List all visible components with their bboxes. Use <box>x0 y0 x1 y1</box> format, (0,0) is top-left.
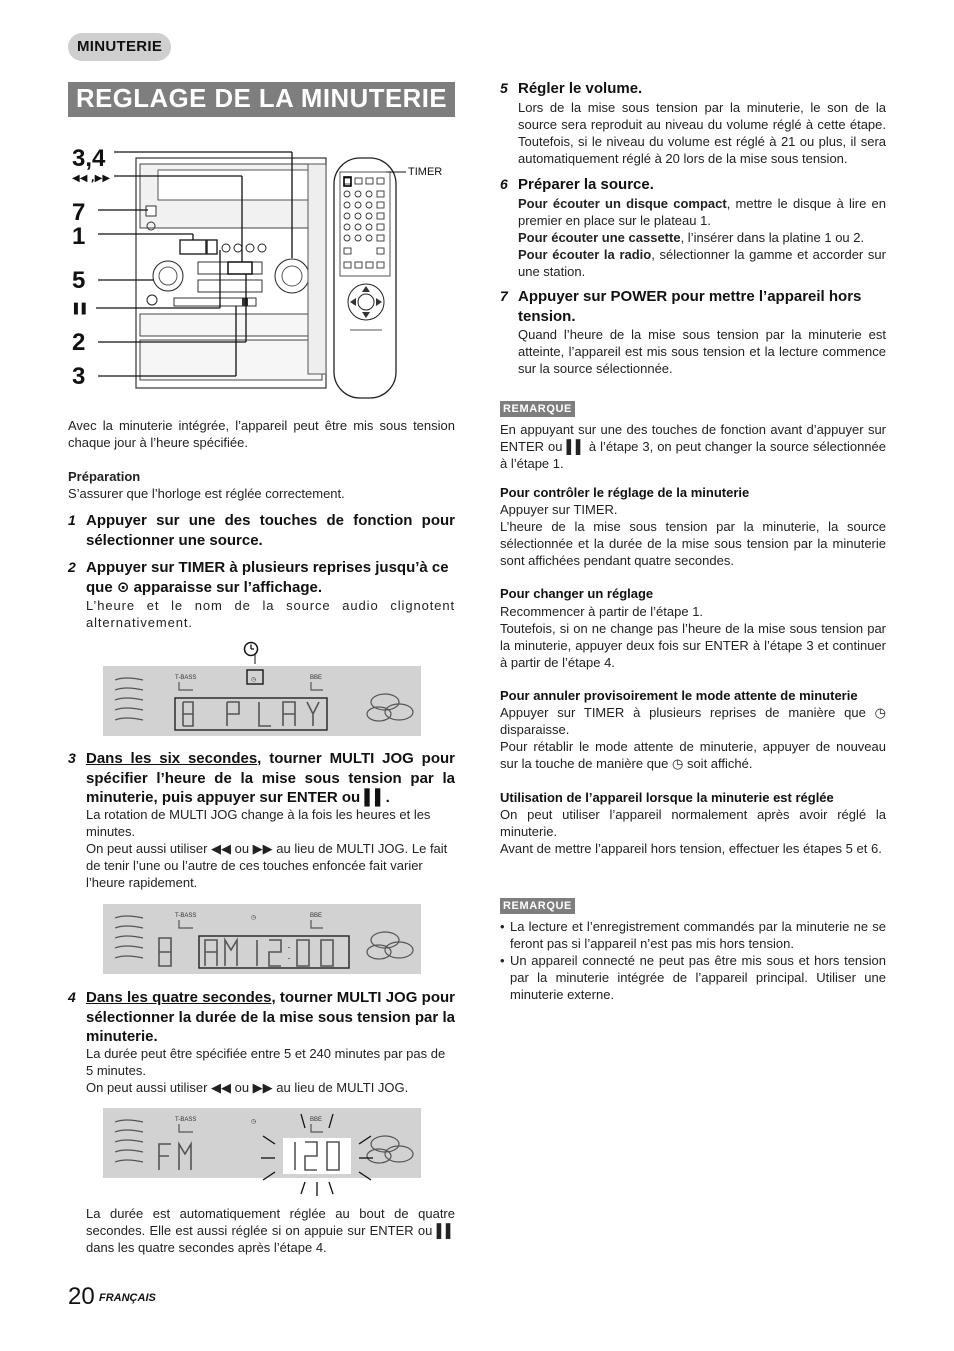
clock-icon <box>242 640 260 669</box>
step-2 <box>68 558 455 597</box>
section-label: MINUTERIE <box>68 33 171 61</box>
step-heading-underlined: Dans les six secondes <box>86 750 258 767</box>
step-6-item-cassette: Pour écouter une cassette, l’insérer dans la platine 1 ou 2. <box>518 230 865 245</box>
svg-text:BBE: BBE <box>310 1117 323 1123</box>
step-4 <box>68 988 455 1047</box>
step-heading: , tourner MULTI JOG pour spécifier l’heure de la mise sous tension par la minuterie, puis appuyer sur ENTER ou ▌▌. <box>86 750 455 806</box>
step-7 <box>500 287 887 326</box>
step-number: 5 <box>500 80 508 96</box>
section-body-change: Recommencer à partir de l’étape 1. Toutefois, si on ne change pas l’heure de la mise sous tension par la minuterie, appuyer deux fois sur ENTER à l’étape 3 et continuer à partir de l’étape 4. <box>500 604 886 670</box>
step-3 <box>68 749 455 808</box>
svg-text:◷: ◷ <box>251 915 257 921</box>
section-heading-cancel: Pour annuler provisoirement le mode attente de minuterie <box>500 688 858 703</box>
preparation-heading: Préparation <box>68 469 141 484</box>
step-4-body-2: On peut aussi utiliser ◀◀ ou ▶▶ au lieu de MULTI JOG. <box>86 1080 409 1095</box>
callout-3-4: 3,4 <box>72 145 106 172</box>
remarque-badge: REMARQUE <box>500 401 575 417</box>
step-3-body-1: La rotation de MULTI JOG change à la fois les heures et les minutes. <box>86 807 431 839</box>
section-heading-usage: Utilisation de l’appareil lorsque la minuterie est réglée <box>500 790 834 805</box>
pause-label: ▌▌ <box>74 304 90 315</box>
step-6-item-cd: Pour écouter un disque compact, mettre le disque à lire en premier en place sur le plateau 1. <box>518 196 886 228</box>
step-6 <box>500 175 887 195</box>
step-number: 6 <box>500 176 508 192</box>
step-5-body: Lors de la mise sous tension par la minuterie, le son de la source sera reproduit au niveau du volume réglé à cette étape. Toutefois, si le niveau du volume est réglé à 21 ou plus, il sera automatiquement réglé à 20 lors de la mise sous tension. <box>518 100 886 166</box>
page-language: FRANÇAIS <box>99 1292 156 1304</box>
callout-7: 7 <box>72 199 86 226</box>
svg-text:BBE: BBE <box>310 913 323 919</box>
remarque-2-list <box>500 918 886 1003</box>
section-heading-check: Pour contrôler le réglage de la minuterie <box>500 485 750 500</box>
skip-buttons-label: ◀◀ ,▶▶ <box>72 173 111 184</box>
step-heading: Appuyer sur TIMER à plusieurs reprises jusqu’à ce que ⊙ apparaisse sur l’affichage. <box>86 559 449 596</box>
step-5 <box>500 79 887 99</box>
section-body-usage: On peut utiliser l’appareil normalement après avoir réglé la minuterie. Avant de mettre l’appareil hors tension, effectuer les étapes 5 et 6. <box>500 807 886 856</box>
display-time <box>103 904 421 974</box>
step-heading: Appuyer sur POWER pour mettre l’appareil hors tension. <box>518 288 862 325</box>
step-number: 1 <box>68 512 76 528</box>
device-diagram <box>68 140 455 402</box>
svg-text:BBE: BBE <box>310 675 323 681</box>
step-number: 4 <box>68 989 76 1005</box>
callout-3: 3 <box>72 363 86 390</box>
step-3-body-2: On peut aussi utiliser ◀◀ ou ▶▶ au lieu de MULTI JOG. Le fait de tenir l’une ou l’autre de ces touches enfoncée fait varier l’heure rapidement. <box>86 841 448 890</box>
timer-label: TIMER <box>408 166 443 178</box>
after-step-4-text: La durée est automatiquement réglée au bout de quatre secondes. Elle est aussi réglée si on appuie sur ENTER ou ▌▌ dans les quatre secondes après l’étape 4. <box>86 1206 455 1255</box>
intro-text: Avec la minuterie intégrée, l’appareil peut être mis sous tension chaque jour à l’heure spécifiée. <box>68 418 455 450</box>
step-2-body: L’heure et le nom de la source audio clignotent alternativement. <box>86 598 455 630</box>
page-number: 20 <box>68 1283 95 1310</box>
section-heading-change: Pour changer un réglage <box>500 586 654 601</box>
svg-text:T-BASS: T-BASS <box>175 913 197 919</box>
display-play <box>103 666 421 736</box>
step-4-body-1: La durée peut être spécifiée entre 5 et 240 minutes par pas de 5 minutes. <box>86 1046 446 1078</box>
section-body-cancel: Appuyer sur TIMER à plusieurs reprises de manière que ◷ disparaisse. Pour rétablir le mode attente de minuterie, appuyer de nouveau sur la touche de manière que ◷ soit affiché. <box>500 705 886 771</box>
svg-text:◷: ◷ <box>251 677 257 683</box>
callout-1: 1 <box>72 223 86 250</box>
step-number: 3 <box>68 750 76 766</box>
svg-text:T-BASS: T-BASS <box>175 675 197 681</box>
step-7-body: Quand l’heure de la mise sous tension par la minuterie est atteinte, l’appareil est mis sous tension et la lecture commence sur la source sélectionnée. <box>518 327 886 376</box>
step-heading: Appuyer sur une des touches de fonction pour sélectionner une source. <box>86 512 455 549</box>
preparation-text: S’assurer que l’horloge est réglée correctement. <box>68 486 345 501</box>
step-heading: Préparer la source. <box>518 176 654 193</box>
step-heading-underlined: Dans les quatre secondes <box>86 989 272 1006</box>
section-body-check: Appuyer sur TIMER. L’heure de la mise sous tension par la minuterie, la source sélectionnée et la durée de la mise sous tension par la minuterie sont affichées pendant quatre secondes. <box>500 502 886 568</box>
svg-text:T-BASS: T-BASS <box>175 1117 197 1123</box>
step-heading: Régler le volume. <box>518 80 643 97</box>
svg-text:◷: ◷ <box>251 1119 257 1125</box>
page-title: REGLAGE DE LA MINUTERIE <box>68 82 455 117</box>
step-heading: , tourner MULTI JOG pour sélectionner la durée de la mise sous tension par la minuterie. <box>86 989 455 1045</box>
step-6-body <box>518 195 886 280</box>
callout-2: 2 <box>72 329 86 356</box>
list-item: • Un appareil connecté ne peut pas être mis sous et hors tension par la minuterie intégrée de l’appareil principal. Utiliser une minuterie externe. <box>500 952 886 1003</box>
callout-5: 5 <box>72 267 86 294</box>
step-6-item-radio: Pour écouter la radio, sélectionner la gamme et accorder sur une station. <box>518 247 886 279</box>
step-number: 2 <box>68 559 76 575</box>
remarque-1-text: En appuyant sur une des touches de fonction avant d’appuyer sur ENTER ou ▌▌ à l’étape 3, on peut changer la source sélectionnée à l’étape 1. <box>500 422 886 471</box>
list-item: • La lecture et l’enregistrement commandés par la minuterie ne se feront pas si l’appareil n’est pas mis hors tension. <box>500 918 886 952</box>
step-1 <box>68 511 455 550</box>
step-number: 7 <box>500 288 508 304</box>
display-duration <box>103 1108 421 1198</box>
remarque-badge: REMARQUE <box>500 898 575 914</box>
